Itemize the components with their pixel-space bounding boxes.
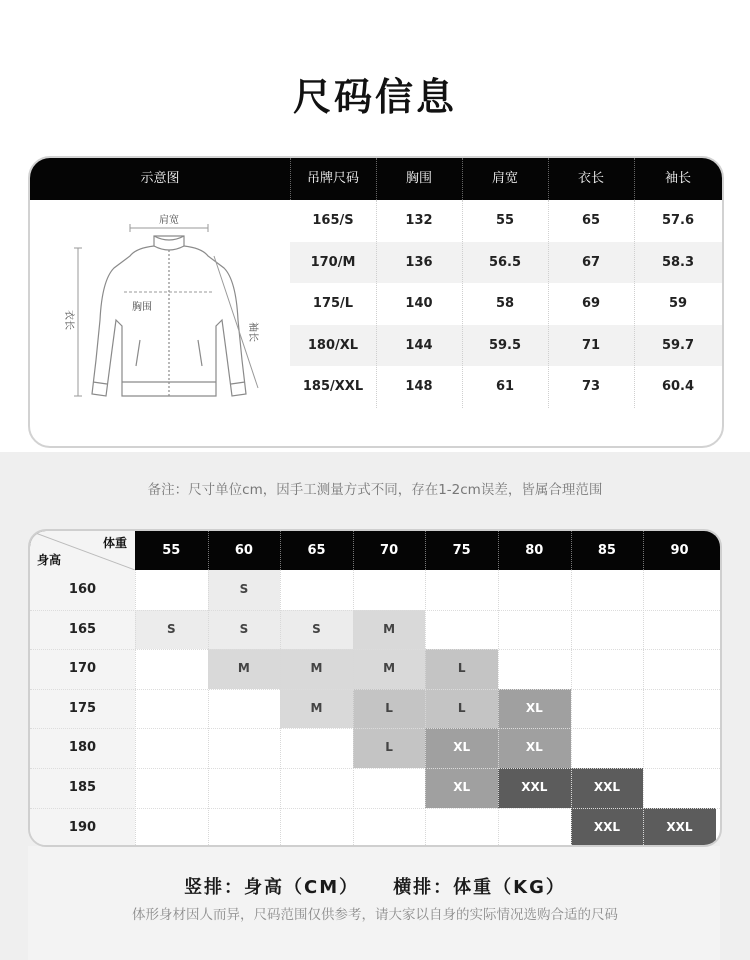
size-cell [208,768,281,808]
tag-size-cell: 180/XL [307,337,359,353]
height-label: 190 [30,808,135,847]
diagram-label-chest: 胸围 [132,302,152,313]
length-cell: 71 [581,337,601,353]
row-divider [30,689,720,690]
height-label: 180 [30,728,135,768]
size-cell [643,610,716,650]
size-cell [135,728,208,768]
header-divider [353,531,354,570]
size-cell [208,728,281,768]
size-cell [571,570,644,610]
diagram-label-sleeve: 袖长 [247,322,258,342]
shoulder-cell: 61 [495,379,515,395]
column-divider [462,200,463,408]
weight-header: 65 [307,543,326,558]
tag-size-cell: 185/XXL [302,379,364,395]
size-cell [643,689,716,729]
shoulder-cell: 58 [495,296,515,312]
column-divider [548,200,549,408]
page-title: 尺码信息 [292,75,457,119]
size-cell: M [280,689,353,729]
size-cell [425,610,498,650]
disclaimer: 体形身材因人而异，尺码范围仅供参考，请大家以自身的实际情况选购合适的尺码 [132,907,618,923]
header-length: 衣长 [577,171,604,186]
size-cell [643,649,716,689]
column-divider [634,200,635,408]
jacket-diagram [44,210,284,410]
header-divider [462,158,463,200]
axis-legend-vertical: 竖排：身高（CM） [184,877,360,898]
size-cell [425,808,498,847]
size-cell: XXL [498,768,571,808]
header-sleeve: 袖长 [664,171,691,186]
size-table-row [290,325,722,366]
axis-legend [0,873,750,899]
size-cell: M [208,649,281,689]
tag-size-cell: 170/M [310,254,356,270]
size-cell [135,689,208,729]
size-cell [425,570,498,610]
header-divider [548,158,549,200]
size-cell [135,649,208,689]
header-divider [376,158,377,200]
grid-corner [30,531,135,570]
size-cell [498,610,571,650]
length-cell: 67 [581,254,601,270]
weight-header: 85 [597,543,616,558]
size-cell [643,768,716,808]
sleeve-cell: 59.7 [661,337,695,353]
diagram-label-length: 衣长 [63,310,74,330]
column-divider [498,570,499,845]
size-cell: S [135,610,208,650]
length-cell: 73 [581,379,601,395]
size-cell [571,728,644,768]
header-divider [634,158,635,200]
size-cell: M [353,649,426,689]
tag-size-cell: 175/L [312,296,354,312]
header-divider [208,531,209,570]
size-cell: XXL [571,808,644,847]
weight-header: 60 [234,543,253,558]
sleeve-cell: 60.4 [661,379,695,395]
size-cell [571,649,644,689]
shoulder-cell: 56.5 [488,254,522,270]
size-cell [135,570,208,610]
row-divider [30,728,720,729]
size-table-row [290,366,722,407]
row-divider [30,610,720,611]
chest-cell: 140 [405,296,433,312]
size-cell: M [280,649,353,689]
header-divider [498,531,499,570]
column-divider [643,570,644,845]
row-divider [30,649,720,650]
size-cell: L [353,728,426,768]
size-cell [498,649,571,689]
column-divider [135,570,136,845]
size-cell: L [425,689,498,729]
column-divider [376,200,377,408]
size-cell: XL [498,689,571,729]
size-cell [208,689,281,729]
size-cell [208,808,281,847]
size-cell: XL [425,728,498,768]
sleeve-cell: 58.3 [661,254,695,270]
height-label: 160 [30,570,135,610]
corner-label-weight: 体重 [102,536,127,550]
header-chest: 胸围 [405,171,432,186]
size-cell: XL [498,728,571,768]
size-cell: XXL [643,808,716,847]
size-table [28,156,724,448]
size-cell [353,570,426,610]
chest-cell: 132 [405,213,433,228]
size-table-row [290,283,722,324]
sleeve-cell: 59 [668,296,688,312]
height-label: 170 [30,649,135,689]
size-cell: S [208,610,281,650]
size-table-header [30,158,722,200]
header-divider [290,158,291,200]
column-divider [280,570,281,845]
header-tag-size: 吊牌尺码 [306,171,359,186]
shoulder-cell: 55 [495,213,515,228]
diagram-label-shoulder: 肩宽 [159,215,179,226]
chest-cell: 148 [405,379,433,395]
size-cell: L [353,689,426,729]
shoulder-cell: 59.5 [488,337,522,353]
height-label: 165 [30,610,135,650]
weight-header: 70 [380,543,399,558]
corner-label-height: 身高 [37,553,62,567]
header-divider [571,531,572,570]
header-divider [643,531,644,570]
size-table-row [290,242,722,283]
chest-cell: 136 [405,254,433,270]
header-divider [280,531,281,570]
size-cell: S [208,570,281,610]
size-cell [643,570,716,610]
chest-cell: 144 [405,337,433,353]
size-cell: S [280,610,353,650]
header-shoulder: 肩宽 [491,171,518,186]
weight-header: 80 [525,543,544,558]
size-table-row [290,200,722,241]
header-divider [425,531,426,570]
weight-header: 55 [162,543,181,558]
measurement-note: 备注：尺寸单位cm，因手工测量方式不同，存在1-2cm误差，皆属合理范围 [147,482,603,498]
size-cell: XXL [571,768,644,808]
size-cell [571,689,644,729]
axis-legend-horizontal: 横排：体重（KG） [393,877,566,898]
size-cell [643,728,716,768]
size-cell [280,728,353,768]
size-cell [498,570,571,610]
size-cell [353,808,426,847]
tag-size-cell: 165/S [312,213,354,228]
size-cell [280,768,353,808]
size-cell [280,808,353,847]
row-divider [30,808,720,809]
length-cell: 65 [581,213,601,228]
length-cell: 69 [581,296,601,312]
weight-header: 90 [670,543,689,558]
column-divider [571,570,572,845]
sleeve-cell: 57.6 [661,213,695,228]
size-cell [353,768,426,808]
height-label: 175 [30,689,135,729]
header-diagram: 示意图 [140,171,180,186]
size-cell [571,610,644,650]
size-cell: M [353,610,426,650]
column-divider [208,570,209,845]
size-cell [280,570,353,610]
size-recommendation-grid [28,529,722,847]
size-cell [135,768,208,808]
size-cell [135,808,208,847]
size-cell: XL [425,768,498,808]
weight-header: 75 [452,543,471,558]
height-label: 185 [30,768,135,808]
size-cell [498,808,571,847]
row-divider [30,768,720,769]
size-cell: L [425,649,498,689]
column-divider [353,570,354,845]
column-divider [425,570,426,845]
